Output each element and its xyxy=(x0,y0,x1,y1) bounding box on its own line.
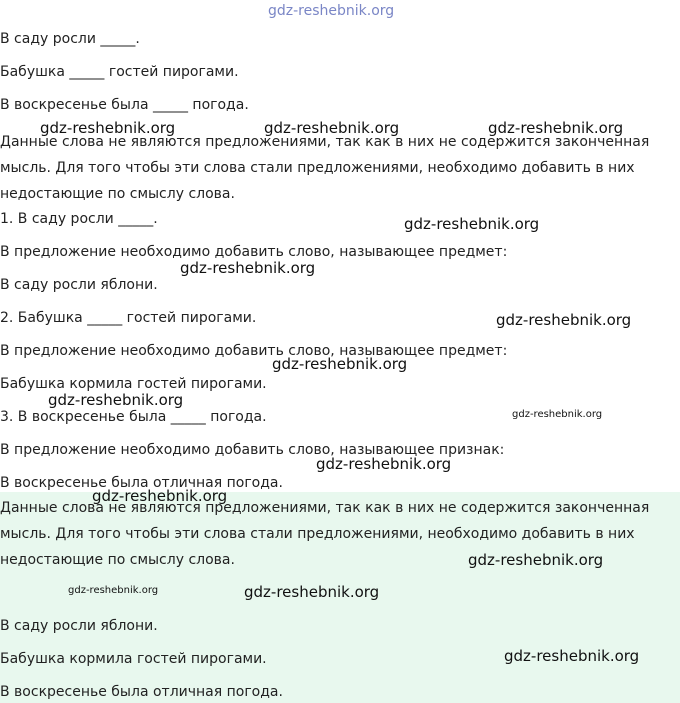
explanation-intro-line: недостающие по смыслу слова. xyxy=(0,186,235,202)
watermark: gdz-reshebnik.org xyxy=(504,647,640,665)
watermark: gdz-reshebnik.org xyxy=(496,311,632,329)
watermark: gdz-reshebnik.org xyxy=(244,583,380,601)
watermark: gdz-reshebnik.org xyxy=(40,119,176,137)
watermark: gdz-reshebnik.org xyxy=(512,409,603,420)
watermark: gdz-reshebnik.org xyxy=(316,455,452,473)
item-question: 2. Бабушка _____ гостей пирогами. xyxy=(0,310,257,326)
item-hint: В предложение необходимо добавить слово, называющее признак: xyxy=(0,442,505,458)
watermark: gdz-reshebnik.org xyxy=(48,391,184,409)
watermark: gdz-reshebnik.org xyxy=(92,487,228,505)
final-answer: Бабушка кормила гостей пирогами. xyxy=(0,651,267,667)
item-hint: В предложение необходимо добавить слово, называющее предмет: xyxy=(0,244,508,260)
watermark: gdz-reshebnik.org xyxy=(180,259,316,277)
final-answer: В воскресенье была отличная погода. xyxy=(0,684,283,700)
final-answer: В саду росли яблони. xyxy=(0,618,158,634)
task-sentence: Бабушка _____ гостей пирогами. xyxy=(0,64,239,80)
explanation-intro-line: Данные слова не являются предложениями, так как в них не содержится законченная xyxy=(0,134,650,150)
watermark: gdz-reshebnik.org xyxy=(468,551,604,569)
watermark: gdz-reshebnik.org xyxy=(68,585,159,596)
answer-intro-line: недостающие по смыслу слова. xyxy=(0,552,235,568)
watermark: gdz-reshebnik.org xyxy=(272,355,408,373)
site-watermark: gdz-reshebnik.org xyxy=(268,3,395,19)
item-question: 1. В саду росли _____. xyxy=(0,211,158,227)
answer-intro-line: Данные слова не являются предложениями, так как в них не содержится законченная xyxy=(0,500,650,516)
answer-intro-line: мысль. Для того чтобы эти слова стали предложениями, необходимо добавить в них xyxy=(0,526,635,542)
item-answer: В воскресенье была отличная погода. xyxy=(0,475,283,491)
explanation-intro-line: мысль. Для того чтобы эти слова стали предложениями, необходимо добавить в них xyxy=(0,160,635,176)
item-question: 3. В воскресенье была _____ погода. xyxy=(0,409,267,425)
item-hint: В предложение необходимо добавить слово, называющее предмет: xyxy=(0,343,508,359)
watermark: gdz-reshebnik.org xyxy=(264,119,400,137)
watermark: gdz-reshebnik.org xyxy=(488,119,624,137)
task-sentence: В воскресенье была _____ погода. xyxy=(0,97,249,113)
item-answer: В саду росли яблони. xyxy=(0,277,158,293)
task-sentence: В саду росли _____. xyxy=(0,31,140,47)
item-answer: Бабушка кормила гостей пирогами. xyxy=(0,376,267,392)
watermark: gdz-reshebnik.org xyxy=(404,215,540,233)
